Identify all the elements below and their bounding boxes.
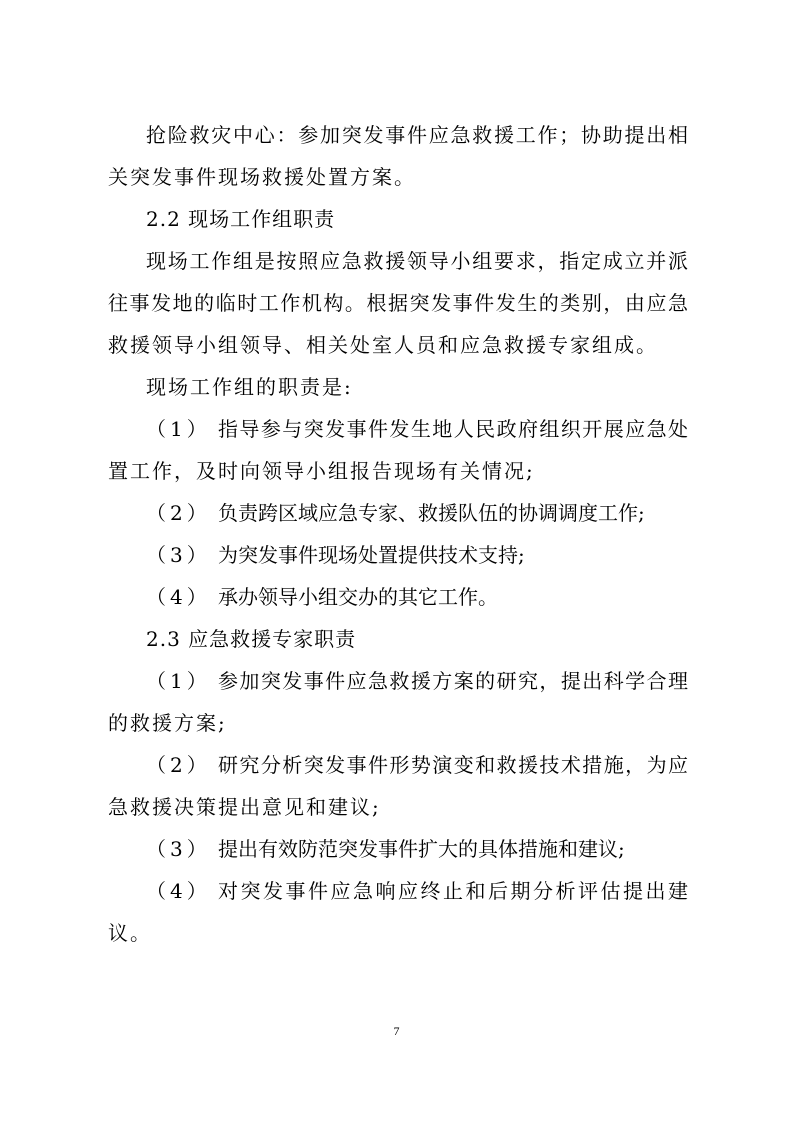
list-item <box>146 583 498 611</box>
list-number: （2） <box>146 501 211 525</box>
list-text: 参加突发事件应急救援方案的研究，提出科学合理 <box>218 669 688 693</box>
list-text: 提出有效防范突发事件扩大的具体措施和建议; <box>218 837 625 861</box>
page-number: 7 <box>393 1024 400 1038</box>
list-item <box>146 667 688 695</box>
list-text: 指导参与突发事件发生地人民政府组织开展应急处 <box>218 417 688 441</box>
list-number: （3） <box>146 543 211 567</box>
paragraph-line: 现场工作组的职责是: <box>146 375 353 399</box>
list-text: 对突发事件应急响应终止和后期分析评估提出建 <box>218 879 688 903</box>
paragraph-line: 关突发事件现场救援处置方案。 <box>108 165 416 189</box>
list-number: （2） <box>146 753 211 777</box>
list-item <box>146 541 525 569</box>
list-text: 研究分析突发事件形势演变和救援技术措施，为应 <box>218 753 688 777</box>
paragraph-line: 救援领导小组领导、相关处室人员和应急救援专家组成。 <box>108 333 658 357</box>
list-text: 负责跨区域应急专家、救援队伍的协调调度工作; <box>218 501 645 525</box>
list-text: 承办领导小组交办的其它工作。 <box>218 585 498 609</box>
list-item <box>146 499 645 527</box>
section-heading: 2.3 应急救援专家职责 <box>146 627 357 651</box>
list-text: 为突发事件现场处置提供技术支持; <box>218 543 525 567</box>
list-item <box>146 877 688 905</box>
list-number: （4） <box>146 879 211 903</box>
paragraph-line: 往事发地的临时工作机构。根据突发事件发生的类别，由应急 <box>108 291 688 315</box>
list-number: （1） <box>146 669 211 693</box>
list-number: （1） <box>146 417 211 441</box>
list-number: （4） <box>146 585 211 609</box>
paragraph-line: 抢险救灾中心：参加突发事件应急救援工作；协助提出相 <box>146 123 688 147</box>
list-continuation: 议。 <box>108 921 152 945</box>
section-heading: 2.2 现场工作组职责 <box>146 207 336 231</box>
list-continuation: 急救援决策提出意见和建议; <box>108 795 381 819</box>
list-item <box>146 835 625 863</box>
list-item <box>146 751 688 779</box>
list-continuation: 置工作，及时向领导小组报告现场有关情况; <box>108 459 535 483</box>
list-continuation: 的救援方案; <box>108 711 227 735</box>
list-number: （3） <box>146 837 211 861</box>
paragraph-line: 现场工作组是按照应急救援领导小组要求，指定成立并派 <box>146 249 688 273</box>
list-item <box>146 415 688 443</box>
